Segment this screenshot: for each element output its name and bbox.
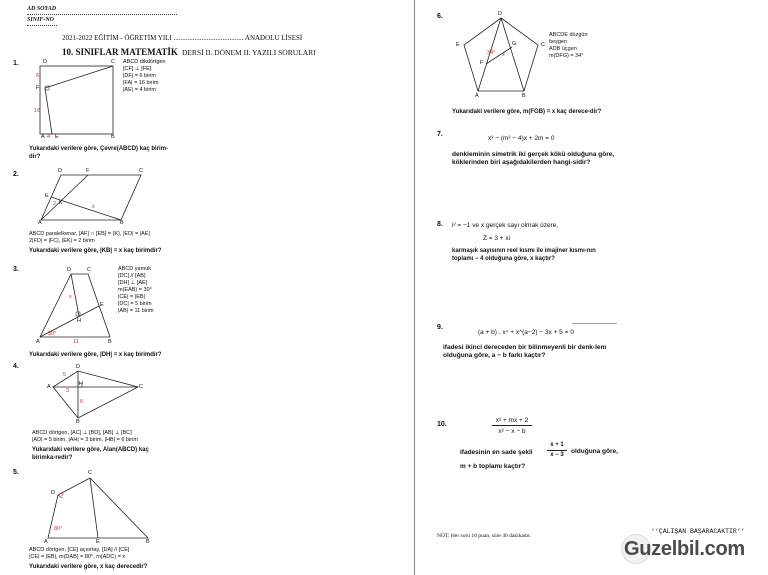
- q10-frac2-num: x + 1: [547, 442, 567, 451]
- q5-label-C: C: [88, 470, 92, 476]
- q1-label-4: 4: [47, 134, 51, 140]
- q2-cond-1: ABCD paralelkenar, [AF] ∩ [EB] = {K}, |ED| = |AE|: [29, 231, 150, 237]
- footer-motto: ‘‘ÇALIŞAN BAŞARACAKTIR’’: [651, 528, 745, 535]
- q7-question: denkleminin simetrik iki gerçek kökü olduğuna göre, köklerinden biri aşağıdakilerden hangi-sidir?: [452, 151, 615, 166]
- q1-label-E: E: [55, 134, 59, 140]
- q1-label-6: 6: [36, 73, 40, 79]
- q1-conditions: [123, 59, 166, 94]
- q6-label-E: E: [456, 42, 460, 48]
- q3-number: 3.: [13, 266, 19, 273]
- footer-note: NOT: Her soru 10 puan, süre 40 dakikadır.: [437, 533, 531, 539]
- q4-label-3: 3: [66, 388, 70, 394]
- q4-label-H: H: [79, 381, 83, 387]
- q6-cond-4: m(DFG) = 34°: [549, 53, 584, 59]
- q2-label-A: A: [38, 220, 42, 226]
- q5-line-ce: [90, 478, 98, 538]
- q1-label-F: F: [36, 85, 40, 91]
- q1-cond-5: |AE| = 4 birim: [123, 87, 156, 93]
- q5-label-x: x: [61, 492, 64, 498]
- q10-frac-den: x² − x − b: [498, 428, 526, 435]
- q9-number: 9.: [437, 324, 443, 331]
- q2-cond-2: 2|FD| = |FC|, |EK| = 2 birim: [29, 238, 95, 244]
- q6-question: Yukarıdaki verilere göre, m(FGB) = x kaç derece-dir?: [452, 109, 602, 115]
- q5-cond-2: |CE| = |EB|, m(DAB) = 80°, m(ADC) = x: [29, 554, 126, 560]
- q3-label-C: C: [87, 267, 91, 273]
- exam-title: [62, 42, 316, 60]
- q1-question: Yukarıdaki verilere göre, Çevre(ABCD) kaç birim-dir?: [29, 146, 169, 160]
- q2-label-C: C: [139, 168, 143, 174]
- q1-line-fe: [45, 88, 52, 134]
- q6-label-G: G: [512, 41, 517, 47]
- q5-label-A: A: [44, 539, 48, 545]
- q2-label-K: K: [59, 200, 63, 206]
- q8-question: karmaşık sayısının reel kısmı ile imajiner kısmı-nın toplamı − 4 olduğuna göre, x kaçtır?: [452, 248, 596, 262]
- q1-cond-3: |DF| = 6 birim: [123, 73, 156, 79]
- q6-cond-1: ABCDE düzgün: [549, 32, 588, 38]
- q3-label-H: H: [77, 318, 81, 324]
- q1-label-A: A: [41, 134, 45, 140]
- number-line: [27, 25, 57, 26]
- q3-cond-2: [DC] // [AB]: [118, 273, 146, 279]
- q6-number: 6.: [437, 13, 443, 20]
- q3-conditions: [118, 266, 154, 315]
- q6-label-C: C: [541, 42, 545, 48]
- q4-number: 4.: [13, 363, 19, 370]
- q9-decor-line: [572, 323, 617, 324]
- q3-label-11: 11: [73, 339, 79, 345]
- q6-label-34: 34°: [487, 50, 496, 56]
- q3-cond-6: |DC| = 5 birim: [118, 301, 152, 307]
- q1-label-D: D: [43, 59, 47, 65]
- q3-cond-4: m(EAB) = 30°: [118, 287, 152, 293]
- q6-cond-3: ADB üçgen: [549, 46, 577, 52]
- year-line: 2021-2022 EĞİTİM - ÖĞRETİM YILI ........................................ ANADOLU LİSESİ: [62, 34, 303, 42]
- q6-cond-2: beşgen: [549, 39, 568, 45]
- q2-label-F: F: [86, 168, 90, 174]
- q4-label-5: 5: [63, 372, 67, 378]
- q5-question: Yukarıdaki verilere göre, x kaç derecedir?: [29, 564, 148, 570]
- name-line: [27, 14, 177, 15]
- q3-label-30: 30°: [48, 331, 57, 337]
- q5-number: 5.: [13, 469, 19, 476]
- q10-question-b: olduğuna göre,: [571, 448, 618, 455]
- q4-label-D: D: [76, 364, 80, 370]
- q6-figure: [0, 0, 1, 1]
- q6-conditions: [549, 32, 588, 60]
- brand-logo: Guzelbil.com: [624, 538, 745, 560]
- q2-label-x: x: [92, 204, 95, 210]
- q1-label-B: B: [111, 134, 115, 140]
- q5-label-B: B: [146, 539, 150, 545]
- q4-label-C: C: [139, 384, 143, 390]
- q7-equation: x² − (m² − 4)x + 2m = 0: [488, 135, 555, 142]
- q1-cond-1: ABCD dikdörtgen: [123, 59, 166, 65]
- q2-label-D: D: [58, 168, 62, 174]
- q1-rectangle: [40, 66, 113, 134]
- q1-label-16: 16: [34, 108, 41, 114]
- q5-quadrilateral: [48, 478, 148, 538]
- q3-line-dh: [71, 274, 79, 316]
- q4-cond-1: ABCD dörtgen, [AC] ⊥ [BD], [AB] ⊥ [BC]: [32, 430, 132, 436]
- q4-cond-2: |AD| = 5 birim, |AH| = 3 birim, |HB| = 6 birim: [32, 437, 138, 443]
- q10-question-a: ifadesinin en sade şekli: [460, 449, 533, 456]
- q3-label-D: D: [67, 267, 71, 273]
- q6-label-D: D: [498, 11, 502, 17]
- q6-label-A: A: [475, 93, 479, 99]
- q3-label-A: A: [36, 339, 40, 345]
- q1-label-C: C: [111, 59, 115, 65]
- q3-label-x: x: [69, 294, 72, 300]
- q1-cond-2: [CF] ⊥ [FE]: [123, 66, 152, 72]
- name-label: AD SOYAD: [27, 6, 57, 12]
- q3-cond-1: ABCD yamuk: [118, 266, 152, 272]
- q7-number: 7.: [437, 131, 443, 138]
- q4-label-A: A: [47, 384, 51, 390]
- q6-label-x: x: [502, 52, 505, 58]
- exam-title-sub: DERSİ II. DÖNEM II. YAZILI SORULARI: [181, 48, 316, 57]
- q6-label-F: F: [480, 60, 484, 66]
- q2-question: Yukarıdaki verilere göre, |KB| = x kaç birimdir?: [29, 248, 162, 254]
- number-label: SINIF-NO: [27, 17, 55, 23]
- q10-question-c: m + b toplamı kaçtır?: [460, 463, 526, 470]
- q5-label-D: D: [51, 490, 55, 496]
- page-divider: [414, 0, 415, 575]
- q9-equation: (a + b) . x⁴ + x^(a−2) − 3x + 5 = 0: [478, 329, 574, 336]
- q2-label-B: B: [120, 220, 124, 226]
- q2-label-E: E: [45, 193, 49, 199]
- q3-cond-3: [DH] ⊥ [AE]: [118, 280, 148, 286]
- q2-conditions: [29, 231, 150, 245]
- q5-label-E: E: [96, 539, 100, 545]
- q10-number: 10.: [437, 421, 447, 428]
- q4-label-B: B: [76, 419, 80, 425]
- q8-equation: i² = −1 ve x gerçek sayı olmak üzere,: [452, 222, 559, 229]
- q2-label-2: 2: [53, 201, 57, 207]
- q1-line-cf: [45, 66, 113, 88]
- q2-parallelogram: [41, 175, 141, 220]
- q3-cond-7: |AB| = 11 birim: [118, 308, 154, 314]
- q3-label-E: E: [100, 302, 104, 308]
- q10-frac2-den: x − 3: [550, 452, 564, 458]
- q2-number: 2.: [13, 171, 19, 178]
- exam-title-main: 10. SINIFLAR MATEMATİK: [62, 47, 178, 57]
- q4-conditions: [32, 430, 138, 444]
- q8-equation2: Z = 3 + xi: [483, 235, 511, 242]
- q5-cond-1: ABCD dörtgen, [CE] açıortay, [DA] // [CE]: [29, 547, 130, 553]
- q9-question: ifadesi ikinci dereceden bir bilinmeyenli bir denk-lem olduğuna göre, a − b farkı kaçtır?: [443, 344, 607, 359]
- q1-number: 1.: [13, 60, 19, 67]
- q3-label-B: B: [108, 339, 112, 345]
- q3-cond-5: |CE| = |EB|: [118, 294, 145, 300]
- q4-label-6: 6: [80, 399, 84, 405]
- q1-cond-4: |FA| = 16 birim: [123, 80, 159, 86]
- q6-label-B: B: [522, 93, 526, 99]
- q3-question: Yukarıdaki verilere göre, |DH| = x kaç birimdir?: [29, 352, 162, 358]
- q10-frac-num: x² + mx + 2: [492, 417, 532, 426]
- q5-label-80: 80°: [54, 526, 63, 532]
- q8-number: 8.: [437, 221, 443, 228]
- q5-conditions: [29, 547, 129, 561]
- q4-question: Yukarıdaki verilere göre, Alan(ABCD) kaç birimka-redir?: [32, 447, 149, 461]
